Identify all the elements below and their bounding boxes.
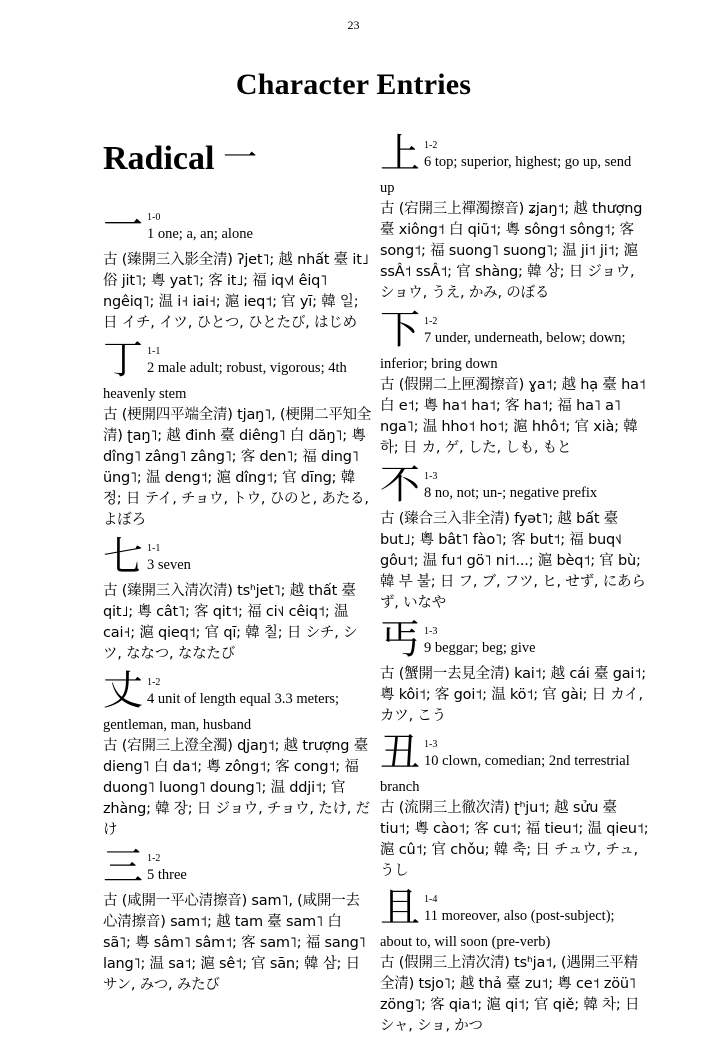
left-column [103,136,373,1004]
entry-gloss: 7 under, underneath, below; down; [424,330,626,346]
entry-code: 1-2 [424,140,438,151]
entry-code: 1-3 [424,739,438,750]
entry-readings: 古 (臻合三入非全清) fyət˥; 越 bất 臺 but˩; 粵 bât˥ fào˥; 客 but˦; 福 buq˦˩ gôu˦; 温 fu˦ gö˥ ni˦...; 滬 bèq˦; 官 bù; 韓 부 불; 日 フ, ブ, フツ, ヒ, せず, にあらず, いなや [380,511,646,611]
entry-character: 不 [380,462,420,508]
entry-code: 1-2 [424,316,438,327]
character-entry [380,131,650,304]
entry-character: 七 [103,534,143,580]
entry-readings: 古 (宕開三上澄全濁) ɖjaŋ˦; 越 trượng 臺 dieng˥ 白 da˦; 粵 zông˦; 客 cong˦; 福 duong˥ luong˥ doung˥; 温 ddji˦; 官 zhàng; 韓 장; 日 ジョウ, チョウ, たけ, だけ [103,738,370,838]
entry-character: 丁 [103,337,143,383]
entry-readings: 古 (梗開四平端全清) tjaŋ˥, (梗開二平知全清) ʈaŋ˥; 越 đinh 臺 diêng˥ 白 dăŋ˥; 粵 dîng˥ zâng˥ zâng˥; 客 den˥; 福 ding˥ üng˥; 温 deng˦; 滬 dîng˦; 官 dīng; 韓 정; 日 テイ, チョウ, トウ, ひのと, あたる, よぼろ [103,407,372,528]
entry-gloss: 8 no, not; un-; negative prefix [424,485,598,501]
entry-gloss-continued: about to, will soon (pre-verb) [380,934,551,950]
character-entry [380,730,650,882]
entry-readings: 古 (假開二上匣濁擦音) ɣa˦; 越 hạ 臺 ha˦ 白 e˦; 粵 ha˦ ha˦; 客 ha˦; 福 ha˥ a˥ nga˥; 温 hho˦ ho˦; 滬 hhô˦; 官 xià; 韓 하; 日 カ, ゲ, した, しも, もと [380,377,646,456]
entry-character: 丑 [380,730,420,776]
character-entry [103,668,373,841]
entry-gloss: 5 three [147,867,187,883]
entry-readings: 古 (臻開三入影全清) ʔjet˥; 越 nhất 臺 it˩ 俗 jit˥; 粵 yat˥; 客 it˩; 福 iq˦˩˥ êiq˥ ngêiq˥; 温 i˧ iai˧; 滬 ieq˦; 官 yī; 韓 일; 日 イチ, イツ, ひとつ, ひとたび, はじめ [103,252,369,331]
entry-gloss-continued: heavenly stem [103,386,187,402]
radical-label: Radical [103,140,215,177]
page-title: Character Entries [235,68,472,101]
page-number: 23 [347,18,360,32]
character-entry [103,203,373,334]
entry-gloss: 1 one; a, an; alone [147,226,253,242]
entry-gloss-continued: branch [380,779,420,795]
entry-gloss-continued: gentleman, man, husband [103,717,252,733]
character-entry [103,844,373,996]
radical-character: 一 [222,138,257,178]
entry-code: 1-2 [147,677,161,688]
character-entry [380,307,650,459]
entry-code: 1-3 [424,626,438,637]
entry-gloss: 3 seven [147,557,191,573]
entry-gloss: 11 moreover, also (post-subject); [424,908,615,924]
entry-character: 且 [380,885,420,931]
entry-gloss: 10 clown, comedian; 2nd terrestrial [424,753,630,769]
entry-code: 1-0 [147,212,161,223]
entry-readings: 古 (蟹開一去見全清) kai˦; 越 cái 臺 gai˦; 粵 kôi˦; 客 goi˦; 温 kö˦; 官 gài; 日 カイ, カツ, こう [380,666,646,724]
character-entry [380,885,650,1037]
entry-code: 1-2 [147,853,161,864]
entry-gloss-continued: up [380,180,395,196]
character-entry [380,462,650,614]
right-column [380,131,650,1045]
entry-code: 1-4 [424,894,438,905]
entry-gloss: 9 beggar; beg; give [424,640,536,656]
entry-character: 丐 [380,617,420,663]
character-entry [380,617,650,727]
entry-readings: 古 (咸開一平心清擦音) sam˥, (咸開一去心清擦音) sam˦; 越 tam 臺 sam˥ 白 sã˥; 粵 sâm˥ sâm˦; 客 sam˥; 福 sang˥ lang˥; 温 sa˦; 滬 sê˦; 官 sān; 韓 삼; 日 サン, みつ, みたび [103,893,366,993]
entry-code: 1-3 [424,471,438,482]
entry-readings: 古 (宕開三上禪濁擦音) ʑjaŋ˦; 越 thượng 臺 xiông˦ 白 qiũ˦; 粵 sông˦ sông˦; 客 song˦; 福 suong˥ suong˥; 温 ji˦ ji˦; 滬 ssÂ˦ ssÂ˦; 官 shàng; 韓 상; 日 ジョウ, ショウ, うえ, かみ, のぼる [380,201,643,301]
entry-gloss: 2 male adult; robust, vigorous; 4th [147,360,347,376]
entry-gloss: 4 unit of length equal 3.3 meters; [147,691,340,707]
entry-code: 1-1 [147,543,161,554]
character-entry [103,534,373,665]
radical-heading [103,136,373,180]
entry-character: 三 [103,844,143,890]
entry-code: 1-1 [147,346,161,357]
entry-character: 丈 [103,668,143,714]
entry-character: 下 [380,307,420,353]
entry-gloss-continued: inferior; bring down [380,356,498,372]
entry-gloss: 6 top; superior, highest; go up, send [424,154,632,170]
entry-readings: 古 (假開三上清次清) tsʰja˦, (遇開三平精全清) tsjo˥; 越 thả 臺 zu˦; 粵 ce˦ zöü˥ zöng˥; 客 qia˦; 滬 qi˦; 官 qiě; 韓 차; 日 シャ, ショ, かつ [380,955,640,1034]
entry-character: 一 [103,203,143,249]
entry-readings: 古 (流開三上徹次清) ʈʰju˦; 越 sửu 臺 tiu˦; 粵 cào˦; 客 cu˦; 福 tieu˦; 温 qieu˦; 滬 cû˦; 官 chǒu; 韓 축; 日 チュウ, チュ, うし [380,800,649,879]
entry-readings: 古 (臻開三入清次清) tsʰjet˥; 越 thất 臺 qit˩; 粵 cât˥; 客 qit˦; 福 ci˦˩ cêiq˦; 温 cai˧; 滬 qieq˦; 官 qī; 韓 칠; 日 シチ, シツ, ななつ, ななたび [103,583,358,662]
character-entry [103,337,373,531]
entry-character: 上 [380,131,420,177]
